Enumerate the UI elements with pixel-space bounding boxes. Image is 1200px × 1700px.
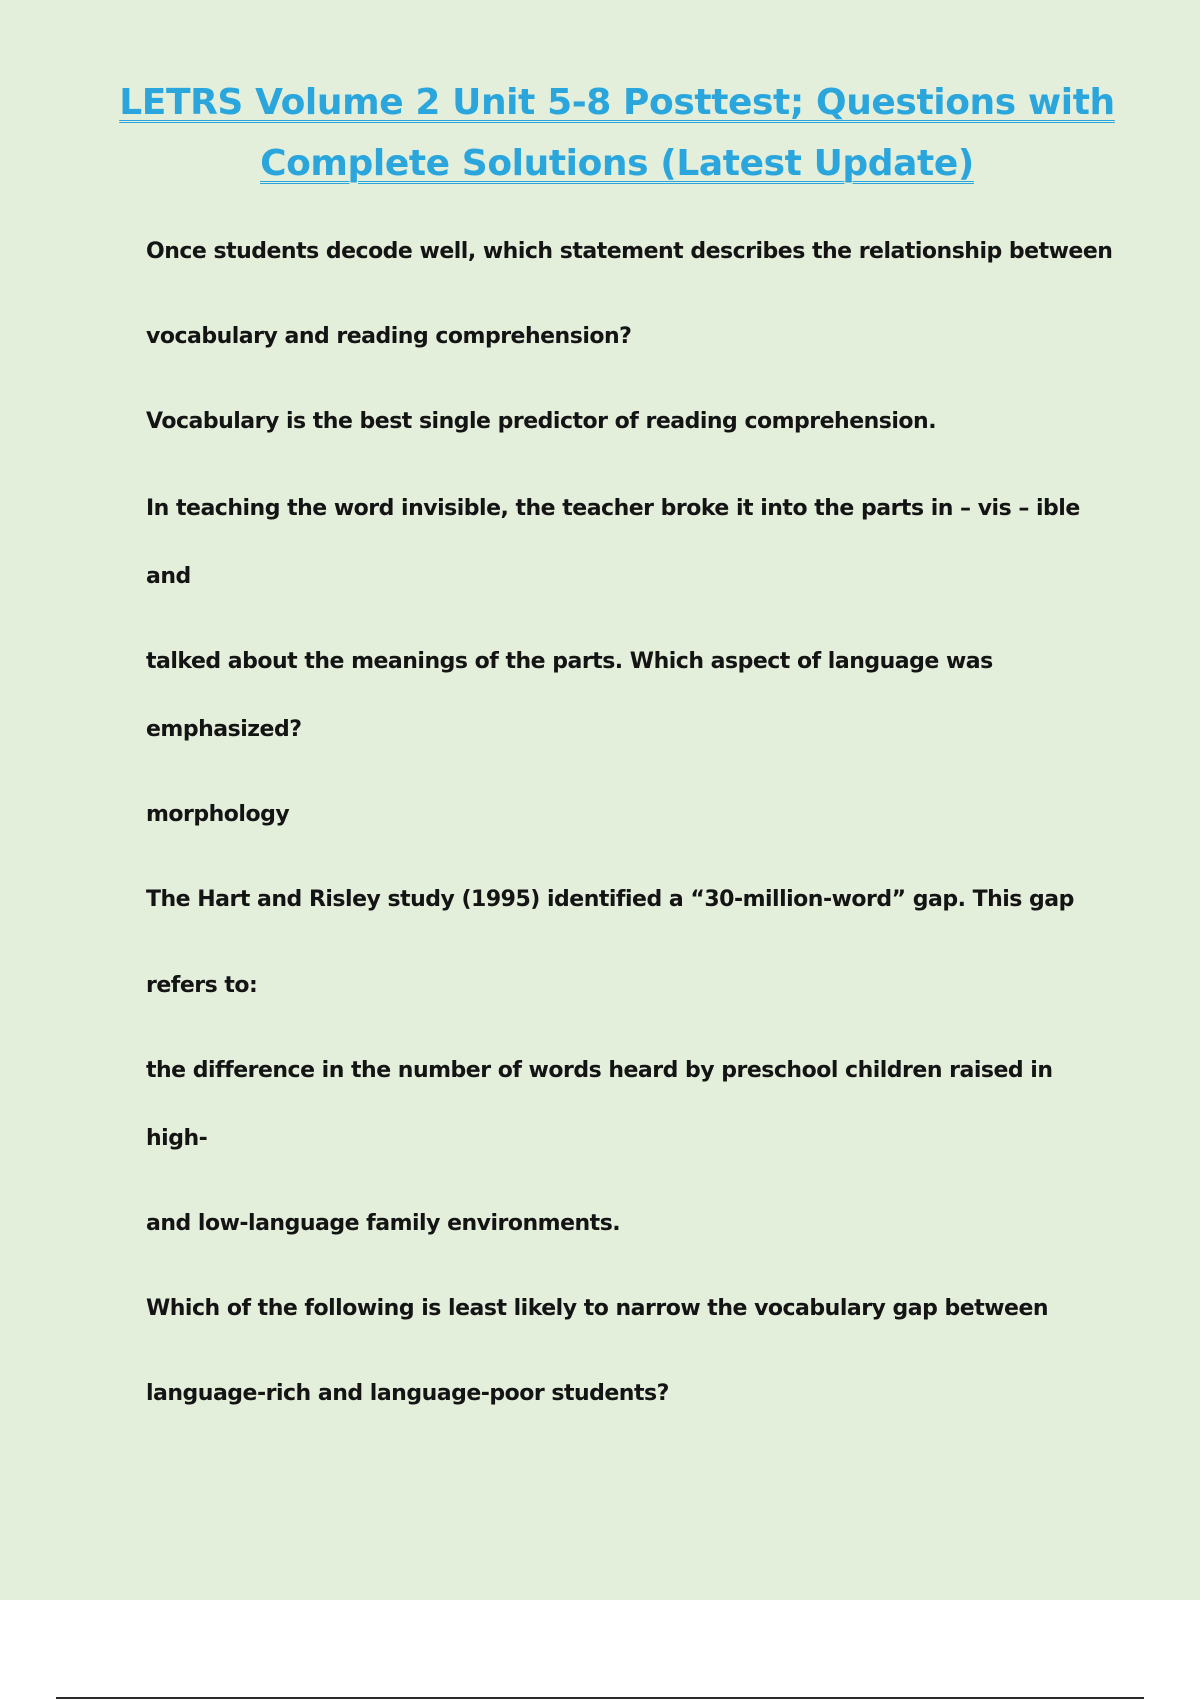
document-title-text: LETRS Volume 2 Unit 5-8 Posttest; Questions with Complete Solutions (Latest Update) [119,82,1115,184]
question-2-line-3: talked about the meanings of the parts. Which aspect of language was [146,649,993,674]
answer-3-line-1: the difference in the number of words heard by preschool children raised in [146,1058,1053,1083]
question-1-line-2: vocabulary and reading comprehension? [146,324,632,349]
footer-divider [56,1697,1144,1699]
question-3-line-1: The Hart and Risley study (1995) identified a “30-million-word” gap. This gap [146,887,1074,912]
question-4-line-2: language-rich and language-poor students? [146,1381,669,1406]
answer-2: morphology [146,802,290,827]
question-2-line-4: emphasized? [146,717,302,742]
document-title [100,72,1134,194]
answer-1: Vocabulary is the best single predictor of reading comprehension. [146,409,937,434]
answer-3-line-2: high- [146,1126,208,1151]
question-2-line-1: In teaching the word invisible, the teacher broke it into the parts in – vis – ible [146,496,1080,521]
question-3-line-2: refers to: [146,973,258,998]
question-1-line-1: Once students decode well, which statement describes the relationship between [146,239,1113,264]
question-4-line-1: Which of the following is least likely to narrow the vocabulary gap between [146,1296,1049,1321]
answer-3-line-3: and low-language family environments. [146,1211,621,1236]
question-2-line-2: and [146,564,191,589]
